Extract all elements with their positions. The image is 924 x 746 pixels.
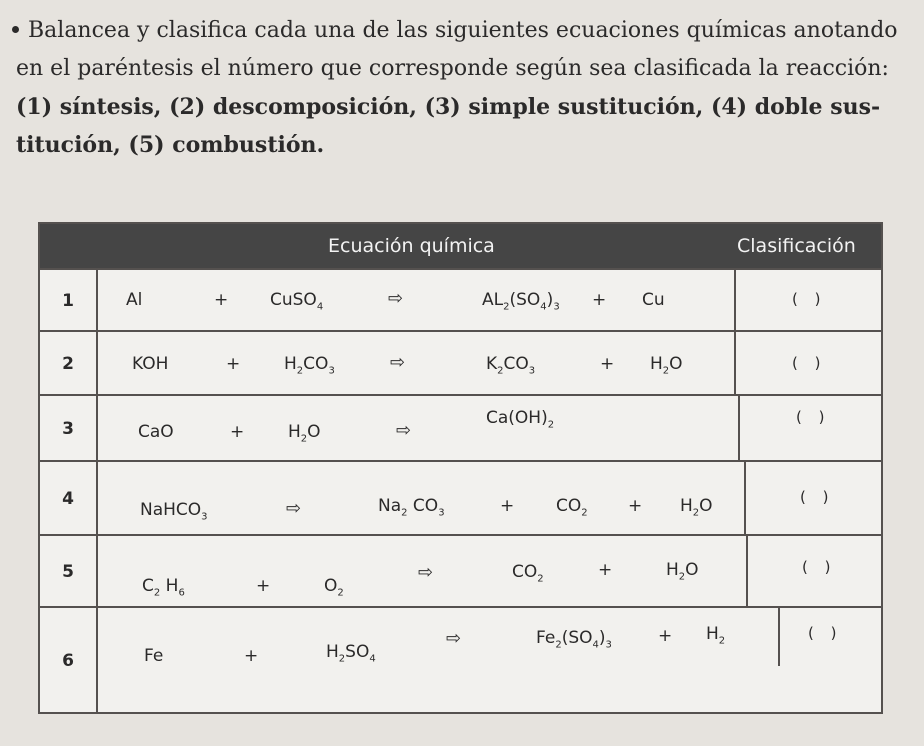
table-row <box>40 606 881 714</box>
column-divider <box>778 606 780 666</box>
plus-sign: + <box>598 560 613 580</box>
reactant: $H_2CO_3$ <box>284 354 335 377</box>
plus-sign: + <box>214 290 229 310</box>
classification-blank[interactable]: ( ) <box>792 354 827 372</box>
row-number: 4 <box>40 462 98 536</box>
plus-sign: + <box>230 422 245 442</box>
instructions-line-1: Balancea y clasifica cada una de las siguientes ecuaciones químicas anotando <box>10 12 910 50</box>
arrow-icon: ⇨ <box>418 562 434 583</box>
product: $H_2O$ <box>680 496 713 519</box>
header-equation: Ecuación química <box>328 235 495 257</box>
plus-sign: + <box>256 576 271 596</box>
reactant: $H_2O$ <box>288 422 321 445</box>
product: $CO_2$ <box>556 496 588 519</box>
arrow-icon: ⇨ <box>390 352 406 373</box>
plus-sign: + <box>592 290 607 310</box>
bullet-icon <box>12 26 19 33</box>
plus-sign: + <box>226 354 241 374</box>
table-row <box>40 268 881 332</box>
instructions-line-2: en el paréntesis el número que corresponde según sea clasificada la reacción: <box>16 56 889 81</box>
product: $Fe_2(SO_4)_3$ <box>536 628 612 651</box>
column-divider <box>738 394 740 460</box>
reactant: $O_2$ <box>324 576 344 599</box>
plus-sign: + <box>600 354 615 374</box>
product: $Na_2$ $CO_3$ <box>378 496 445 519</box>
row-number: 1 <box>40 270 98 332</box>
product: $H_2O$ <box>650 354 683 377</box>
reactant: Fe <box>144 646 164 666</box>
row-number: 6 <box>40 608 98 714</box>
product: $H_2$ <box>706 624 726 647</box>
reactant: $C_2$ $H_6$ <box>142 576 185 599</box>
reactant: Al <box>126 290 143 310</box>
arrow-icon: ⇨ <box>388 288 404 309</box>
classification-blank[interactable]: ( ) <box>802 558 837 576</box>
table-row <box>40 330 881 396</box>
table-row <box>40 534 881 608</box>
classification-blank[interactable]: ( ) <box>792 290 827 308</box>
table-header <box>40 224 881 268</box>
row-number: 2 <box>40 332 98 396</box>
product: $K_2CO_3$ <box>486 354 536 377</box>
reactant: CaO <box>138 422 174 442</box>
column-divider <box>734 268 736 330</box>
reactant: KOH <box>132 354 169 374</box>
product: $CO_2$ <box>512 562 544 585</box>
row-number: 3 <box>40 396 98 462</box>
classification-blank[interactable]: ( ) <box>808 624 843 642</box>
arrow-icon: ⇨ <box>286 498 302 519</box>
table-row <box>40 460 881 536</box>
product: Cu <box>642 290 665 310</box>
header-classification: Clasificación <box>737 235 856 257</box>
arrow-icon: ⇨ <box>446 628 462 649</box>
plus-sign: + <box>658 626 673 646</box>
reactant: NaHCO$_3$ <box>140 500 208 523</box>
arrow-icon: ⇨ <box>396 420 412 441</box>
column-divider <box>744 460 746 534</box>
instructions-line-3: (1) síntesis, (2) descomposición, (3) simple sustitución, (4) doble sus- <box>16 94 881 120</box>
column-divider <box>734 330 736 394</box>
instructions <box>10 12 910 164</box>
plus-sign: + <box>244 646 259 666</box>
classification-blank[interactable]: ( ) <box>800 488 835 506</box>
column-divider <box>746 534 748 606</box>
product: $Ca(OH)_2$ <box>486 408 555 431</box>
plus-sign: + <box>500 496 515 516</box>
instructions-line-4: titución, (5) combustión. <box>16 132 325 158</box>
reactant: $H_2SO_4$ <box>326 642 376 665</box>
equations-table <box>38 222 883 714</box>
product: $AL_2(SO_4)_3$ <box>482 290 560 313</box>
classification-blank[interactable]: ( ) <box>796 408 831 426</box>
product: $H_2O$ <box>666 560 699 583</box>
row-number: 5 <box>40 536 98 608</box>
plus-sign: + <box>628 496 643 516</box>
reactant: CuSO$_4$ <box>270 290 324 313</box>
table-row <box>40 394 881 462</box>
